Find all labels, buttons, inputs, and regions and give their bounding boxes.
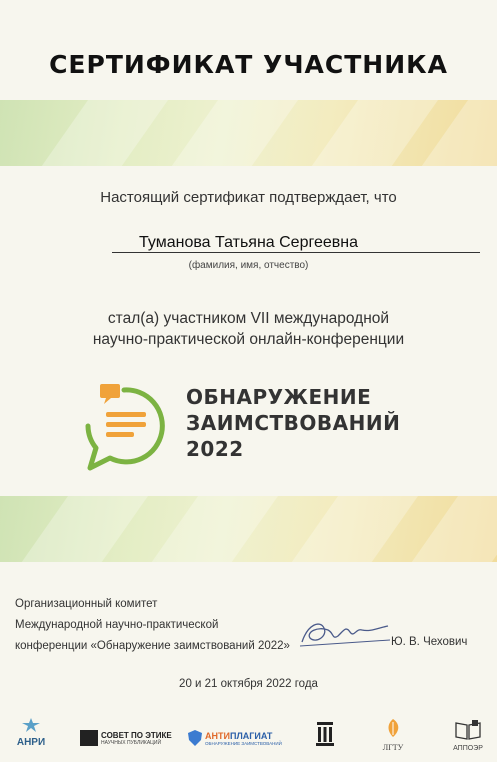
apposr-logo [448, 720, 488, 752]
decorative-band-top [0, 100, 497, 166]
name-caption: (фамилия, имя, отчество) [188, 260, 309, 271]
antiplagiat-text-part1: АНТИ [205, 730, 230, 741]
anri-logo-text: АНРИ [16, 737, 46, 748]
decorative-band-bottom [0, 496, 497, 562]
conference-year: 2022 [186, 437, 244, 461]
certificate-title: СЕРТИФИКАТ УЧАСТНИКА [49, 50, 448, 79]
certificate-intro: Настоящий сертификат подтверждает, что [100, 189, 397, 206]
antiplagiat-subtext: ОБНАРУЖЕНИЕ ЗАИМСТВОВАНИЙ [205, 740, 282, 746]
conference-title-line-1: ОБНАРУЖЕНИЕ [186, 385, 372, 409]
apposr-logo-text: АППОЭР [453, 745, 483, 752]
shield-icon [188, 730, 202, 746]
participant-name: Туманова Татьяна Сергеевна [139, 234, 358, 251]
name-underline [112, 252, 480, 253]
participation-statement [0, 308, 497, 350]
lgtu-logo-text: ЛГТУ [382, 743, 404, 752]
organizer-line-1: Организационный комитет [15, 598, 158, 610]
anri-logo [14, 718, 48, 748]
statement-line-2: научно-практической онлайн-конференции [92, 331, 405, 348]
statement-line-1: стал(а) участником VII международной [107, 310, 390, 327]
lgtu-logo [378, 718, 408, 752]
leaf-emblem-icon [383, 718, 403, 738]
conference-title [186, 384, 400, 462]
ethics-logo-subtext: НАУЧНЫХ ПУБЛИКАЦИЙ [101, 739, 162, 746]
ethics-council-logo [80, 730, 172, 746]
signer-name: Ю. В. Чехович [391, 636, 468, 648]
organizing-committee [15, 594, 290, 657]
ethics-logo-mark [80, 730, 98, 746]
organizer-line-2: Международной научно-практической [15, 619, 219, 631]
book-icon [455, 720, 481, 740]
organizer-line-3: конференции «Обнаружение заимствований 2022» [15, 640, 290, 652]
star-icon [21, 718, 41, 732]
conference-date: 20 и 21 октября 2022 года [179, 678, 318, 690]
conference-title-line-2: ЗАИМСТВОВАНИЙ [186, 411, 401, 435]
chat-bubble-icon [78, 382, 170, 476]
antiplagiat-logo [188, 730, 282, 746]
ethics-logo-text: СОВЕТ ПО ЭТИКЕ [101, 730, 172, 740]
antiplagiat-text-part2: ПЛАГИАТ [229, 730, 273, 741]
institution-building-logo [316, 720, 334, 748]
signature-image [298, 616, 392, 650]
